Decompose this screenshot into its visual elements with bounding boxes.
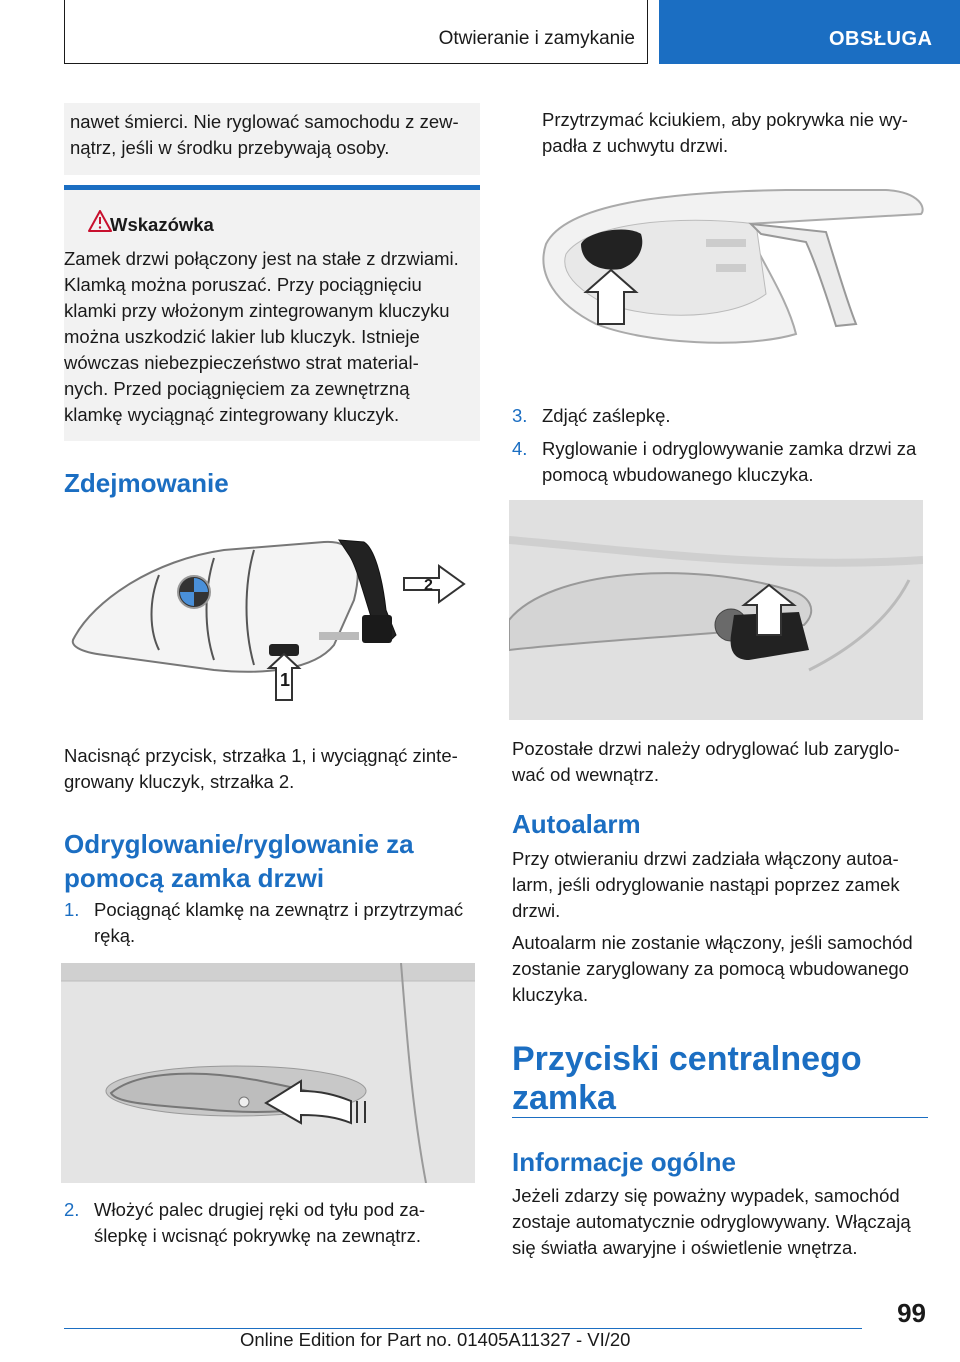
step-3-number: 3. — [512, 405, 528, 426]
step-4 — [512, 436, 928, 496]
note-line-1: Zamek drzwi połączony jest na stałe z drzwiami. — [64, 248, 459, 269]
key-in-lock-figure — [509, 500, 923, 720]
arrow-right-icon — [404, 566, 464, 602]
step-1-number: 1. — [64, 899, 80, 920]
general-line-2: zostaje automatycznie odryglowywany. Włączają — [512, 1211, 911, 1232]
alarm-p1-line-3: drzwi. — [512, 900, 561, 921]
heading-central-rule — [512, 1117, 928, 1118]
door-handle-figure — [61, 963, 475, 1183]
step-1-line-2: ręką. — [94, 925, 136, 946]
step-2-line-1: Włożyć palec drugiej ręki od tyłu pod za- — [94, 1199, 426, 1220]
handle-cap-figure — [526, 184, 928, 354]
alarm-p2-line-2: zostanie zaryglowany za pomocą wbudowanego — [512, 958, 909, 979]
step-1-line-1: Pociągnąć klamkę na zewnątrz i przytrzymać — [94, 899, 464, 920]
warning-text-line-2: nątrz, jeśli w środku przebywają osoby. — [70, 137, 390, 158]
step-2-cont-line-1: Przytrzymać kciukiem, aby pokrywka nie wy- — [542, 109, 908, 130]
figure-label-2: 2 — [424, 577, 433, 594]
note-line-4: można uszkodzić lakier lub kluczyk. Istnieje — [64, 326, 420, 347]
heading-central-line-2: zamka — [512, 1079, 616, 1117]
heading-unlock-line-1: Odryglowanie/ryglowanie za — [64, 829, 414, 859]
general-line-3: się światła awaryjne i oświetlenie wnętrza. — [512, 1237, 858, 1258]
heading-central-line-1: Przyciski centralnego — [512, 1040, 862, 1078]
step-4-line-1: Ryglowanie i odryglowywanie zamka drzwi za — [542, 438, 917, 459]
note-line-5: wówczas niebezpieczeństwo strat material- — [64, 352, 419, 373]
alarm-p2-line-3: kluczyka. — [512, 984, 589, 1005]
note-title: Wskazówka — [110, 214, 214, 235]
integrated-key-icon — [362, 615, 392, 643]
removal-text-line-1: Nacisnąć przycisk, strzałka 1, i wyciągnąć zinte- — [64, 745, 458, 766]
step-3 — [512, 403, 928, 433]
heading-removal: Zdejmowanie — [64, 468, 229, 498]
note-line-6: nych. Przed pociągnięciem za zewnętrzną — [64, 378, 410, 399]
note-line-2: Klamką można poruszać. Przy pociągnięciu — [64, 274, 422, 295]
step-2-number: 2. — [64, 1199, 80, 1220]
warning-text-line-1: nawet śmierci. Nie ryglować samochodu z zew- — [70, 111, 459, 132]
header-section-title: Otwieranie i zamykanie — [438, 28, 635, 49]
step-2-cont-line-2: padła z uchwytu drzwi. — [542, 135, 729, 156]
removal-text-line-2: growany kluczyk, strzałka 2. — [64, 771, 295, 792]
step-2 — [64, 1197, 480, 1257]
note-box — [64, 190, 480, 441]
heading-alarm: Autoalarm — [512, 809, 641, 839]
other-doors-line-1: Pozostałe drzwi należy odryglować lub zaryglo- — [512, 738, 900, 759]
footer-edition: Online Edition for Part no. 01405A11327 - VI/20 — [240, 1329, 631, 1350]
other-doors-line-2: wać od wewnątrz. — [512, 764, 660, 785]
alarm-p1-line-2: larm, jeśli odryglowanie nastąpi poprzez zamek — [512, 874, 900, 895]
alarm-p1-line-1: Przy otwieraniu drzwi zadziała włączony autoa- — [512, 848, 899, 869]
step-4-number: 4. — [512, 438, 528, 459]
alarm-p2-line-1: Autoalarm nie zostanie włączony, jeśli samochód — [512, 932, 913, 953]
step-4-line-2: pomocą wbudowanego kluczyka. — [542, 464, 814, 485]
figure-label-1: 1 — [280, 670, 291, 690]
heading-unlock-line-2: pomocą zamka drzwi — [64, 863, 325, 893]
note-line-7: klamkę wyciągnąć zintegrowany kluczyk. — [64, 404, 400, 425]
header-tab-label: OBSŁUGA — [829, 28, 933, 50]
key-removal-figure — [64, 520, 474, 720]
warning-triangle-icon — [88, 210, 112, 232]
warning-box-end — [64, 103, 480, 175]
note-line-3: klamki przy włożonym zintegrowanym kluczyku — [64, 300, 450, 321]
step-3-text: Zdjąć zaślepkę. — [542, 405, 671, 426]
heading-general: Informacje ogólne — [512, 1147, 736, 1177]
step-1 — [64, 897, 480, 957]
header-section-box — [64, 0, 648, 64]
header-tab[interactable] — [659, 0, 960, 64]
step-2-line-2: ślepkę i wcisnąć pokrywkę na zewnątrz. — [94, 1225, 421, 1246]
general-line-1: Jeżeli zdarzy się poważny wypadek, samochód — [512, 1185, 900, 1206]
page-number: 99 — [897, 1298, 926, 1328]
